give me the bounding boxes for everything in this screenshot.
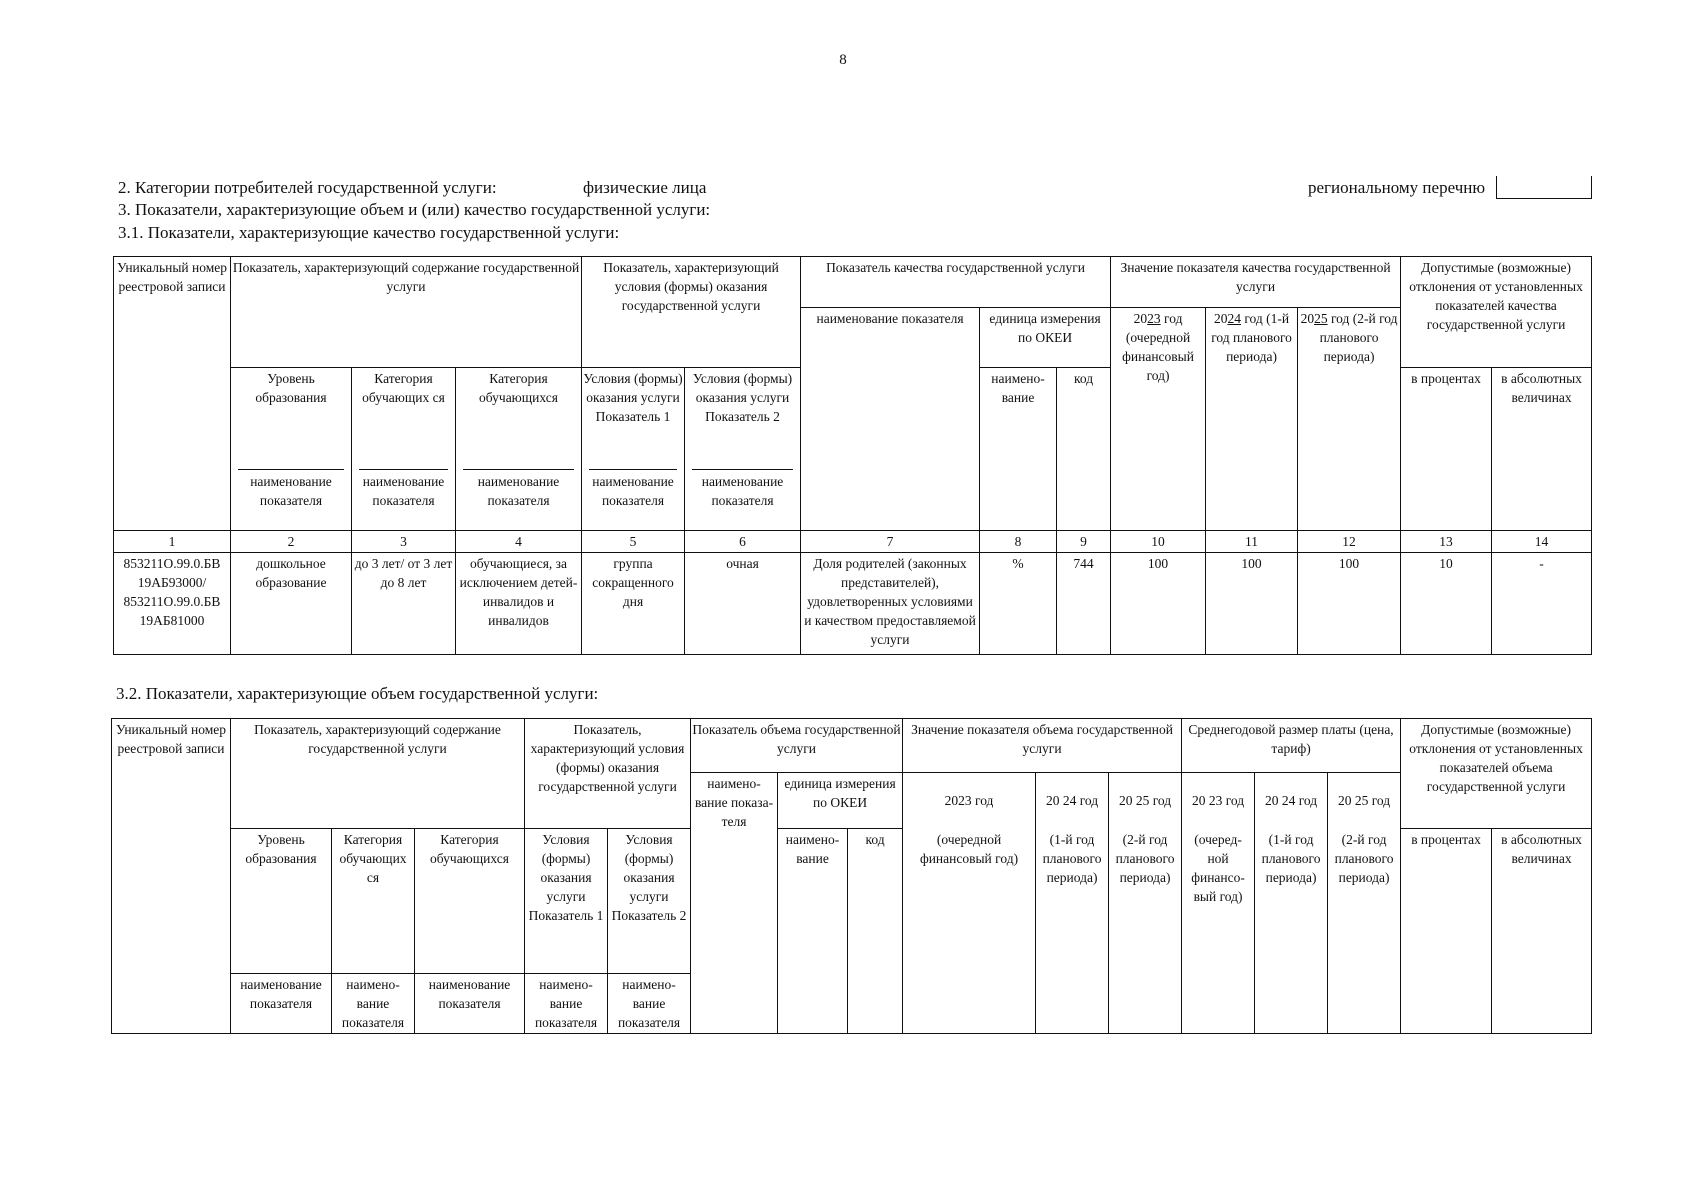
header-quality: Показатель качества государственной услуги (801, 257, 1111, 308)
v-header-fee-2023: 20 23 год (1182, 773, 1255, 829)
col-number: 13 (1401, 531, 1492, 553)
col-number: 14 (1492, 531, 1592, 553)
col-number: 4 (456, 531, 582, 553)
section2-value: физические лица (583, 178, 707, 197)
year-2023-num: 23 (1147, 311, 1161, 326)
col-number: 11 (1206, 531, 1298, 553)
header-absolute: в абсолютных величинах (1492, 368, 1592, 531)
header-content: Показатель, характеризующий содержание государственной услуги (231, 257, 582, 368)
header-year-2024: 2024 год (1-й год планового периода) (1206, 308, 1298, 531)
row-form: очная (685, 553, 801, 655)
col-number: 3 (352, 531, 456, 553)
v-header-conditions: Показатель, характеризующий условия (формы) оказания государственной услуги (525, 719, 691, 829)
quality-table (113, 256, 1592, 655)
header-unit: единица измерения по ОКЕИ (980, 308, 1111, 368)
header-conditions: Показатель, характеризующий условия (формы) оказания государственной услуги (582, 257, 801, 368)
section3-title: 3. Показатели, характеризующие объем и (или) качество государственной услуги: (118, 200, 711, 219)
row-group: группа сокращенного дня (582, 553, 685, 655)
v-header-year-2025: 20 25 год (1109, 773, 1182, 829)
col-number: 2 (231, 531, 352, 553)
v-header-fee-2024: 20 24 год (1255, 773, 1328, 829)
header-year-2023: 2023 год (очередной финансовый год) (1111, 308, 1206, 531)
v-header-fee-2023-sub: (очеред- ной финансо- вый год) (1182, 829, 1255, 1034)
v-header-edu-level: Уровень образования (231, 829, 332, 974)
row-unit: % (980, 553, 1057, 655)
header-condition-1: Условия (формы) оказания услуги Показатель 1 наименование показателя (582, 368, 685, 531)
v-header-fee-2025-sub: (2-й год планового периода) (1328, 829, 1401, 1034)
row-deviation-absolute: - (1492, 553, 1592, 655)
registry-number-box (1496, 176, 1592, 199)
column-numbers-row (114, 531, 1592, 553)
row-code: 853211О.99.0.БВ 19АБ93000/ 853211О.99.0.БВ 19АБ81000 (114, 553, 231, 655)
section2-right-label: региональному перечню (1308, 178, 1486, 197)
v-sub-category-2: наименование показателя (415, 974, 525, 1034)
v-sub-category-1: наимено- вание показателя (332, 974, 415, 1034)
v-header-category-2: Категория обучающихся (415, 829, 525, 974)
v-header-year-2024: 20 24 год (1036, 773, 1109, 829)
header-unit-name: наимено- вание (980, 368, 1057, 531)
page-number: 8 (839, 52, 847, 68)
header-indicator-name: наименование показателя (801, 308, 980, 531)
v-header-deviation: Допустимые (возможные) отклонения от установленных показателей объема государственной услуги (1401, 719, 1592, 829)
col-number: 7 (801, 531, 980, 553)
v-header-unique: Уникальный номер реестровой записи (112, 719, 231, 1034)
row-deviation-percent: 10 (1401, 553, 1492, 655)
col-number: 1 (114, 531, 231, 553)
row-value-2023: 100 (1111, 553, 1206, 655)
row-category: обучающиеся, за исключением детей-инвалидов и инвалидов (456, 553, 582, 655)
header-percent: в процентах (1401, 368, 1492, 531)
volume-table (111, 718, 1592, 1034)
header-value: Значение показателя качества государственной услуги (1111, 257, 1401, 308)
v-header-unit-code: код (848, 829, 903, 1034)
v-header-condition-2: Условия (формы) оказания услуги Показатель 2 (608, 829, 691, 974)
v-header-fee-2024-sub: (1-й год планового периода) (1255, 829, 1328, 1034)
v-header-fee-2025: 20 25 год (1328, 773, 1401, 829)
v-header-percent: в процентах (1401, 829, 1492, 1034)
v-header-unit-name: наимено- вание (778, 829, 848, 1034)
header-category-2: Категория обучающихся наименование показателя (456, 368, 582, 531)
v-header-year-2024-sub: (1-й год планового периода) (1036, 829, 1109, 1034)
v-header-unit: единица измерения по ОКЕИ (778, 773, 903, 829)
col-number: 6 (685, 531, 801, 553)
col-number: 8 (980, 531, 1057, 553)
row-okei-code: 744 (1057, 553, 1111, 655)
section32-title: 3.2. Показатели, характеризующие объем государственной услуги: (116, 684, 599, 703)
row-indicator: Доля родителей (законных представителей), удовлетворенных условиями и качеством предоставляемой услуги (801, 553, 980, 655)
v-header-year-2023: 2023 год (903, 773, 1036, 829)
v-header-category-1: Категория обучающих ся (332, 829, 415, 974)
row-value-2024: 100 (1206, 553, 1298, 655)
header-deviation: Допустимые (возможные) отклонения от установленных показателей качества государственной услуги (1401, 257, 1592, 368)
row-value-2025: 100 (1298, 553, 1401, 655)
year-2024-num: 24 (1227, 311, 1241, 326)
v-header-volume: Показатель объема государственной услуги (691, 719, 903, 773)
v-sub-condition-1: наимено- вание показателя (525, 974, 608, 1034)
row-age: до 3 лет/ от 3 лет до 8 лет (352, 553, 456, 655)
header-edu-level: Уровень образования наименование показателя (231, 368, 352, 531)
header-category-1: Категория обучающих ся наименование показателя (352, 368, 456, 531)
v-header-name: наимено- вание показа- теля (691, 773, 778, 1034)
section31-title: 3.1. Показатели, характеризующие качество государственной услуги: (118, 223, 620, 242)
col-number: 9 (1057, 531, 1111, 553)
year-2025-num: 25 (1314, 311, 1328, 326)
table-row (114, 553, 1592, 655)
header-unit-code: код (1057, 368, 1111, 531)
col-number: 5 (582, 531, 685, 553)
v-header-content: Показатель, характеризующий содержание государственной услуги (231, 719, 525, 829)
v-header-fee: Среднегодовой размер платы (цена, тариф) (1182, 719, 1401, 773)
v-header-value: Значение показателя объема государственной услуги (903, 719, 1182, 773)
v-header-year-2025-sub: (2-й год планового периода) (1109, 829, 1182, 1034)
col-number: 10 (1111, 531, 1206, 553)
section2-label: 2. Категории потребителей государственной услуги: (118, 178, 497, 197)
col-number: 12 (1298, 531, 1401, 553)
v-sub-edu-level: наименование показателя (231, 974, 332, 1034)
row-level: дошкольное образование (231, 553, 352, 655)
header-year-2025: 2025 год (2-й год планового периода) (1298, 308, 1401, 531)
v-header-condition-1: Условия (формы) оказания услуги Показатель 1 (525, 829, 608, 974)
v-header-absolute: в абсолютных величинах (1492, 829, 1592, 1034)
header-unique: Уникальный номер реестровой записи (114, 257, 231, 531)
v-sub-condition-2: наимено- вание показателя (608, 974, 691, 1034)
header-condition-2: Условия (формы) оказания услуги Показатель 2 наименование показателя (685, 368, 801, 531)
v-header-year-2023-sub: (очередной финансовый год) (903, 829, 1036, 1034)
